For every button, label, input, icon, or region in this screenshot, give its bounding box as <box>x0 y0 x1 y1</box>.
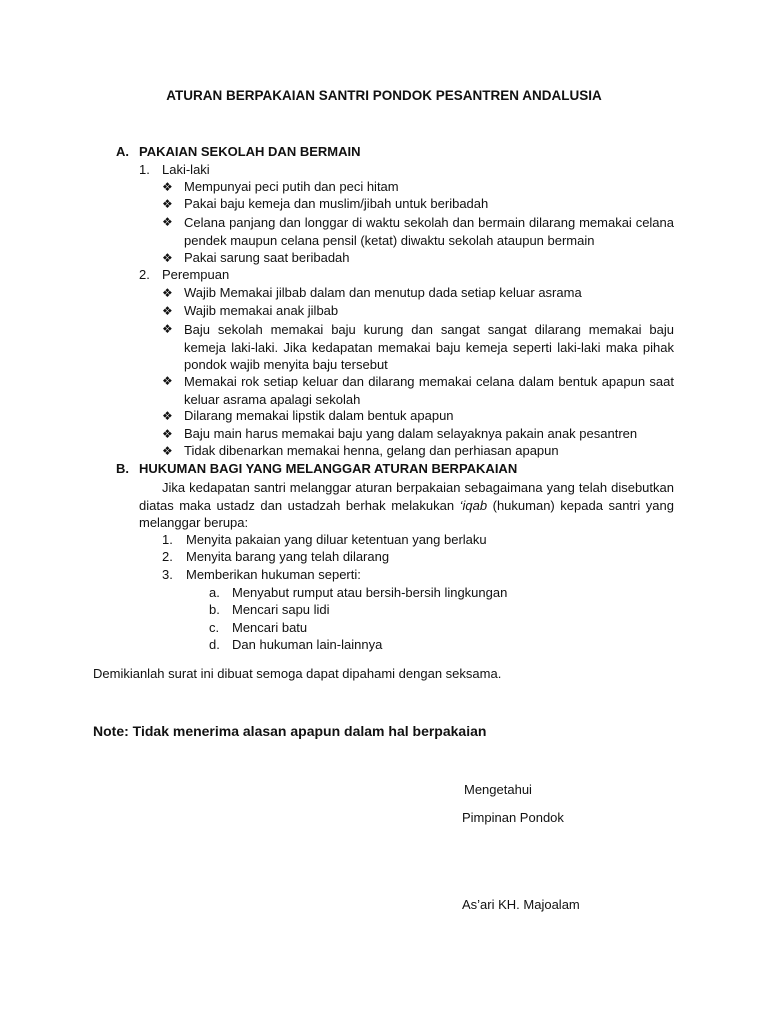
sub-penalty-item: Mencari batu <box>232 620 308 635</box>
bullet-icon: ❖ <box>162 304 173 318</box>
penalty-marker: 1. <box>162 532 173 547</box>
list-item: Pakai sarung saat beribadah <box>184 250 350 265</box>
list-item: Wajib Memakai jilbab dalam dan menutup dada setiap keluar asrama <box>184 285 582 300</box>
bullet-icon: ❖ <box>162 286 173 300</box>
closing-statement: Demikianlah surat ini dibuat semoga dapat dipahami dengan seksama. <box>93 666 502 681</box>
bullet-icon: ❖ <box>162 251 173 265</box>
list-item: Mempunyai peci putih dan peci hitam <box>184 179 399 194</box>
sub-penalty-marker: c. <box>209 620 220 635</box>
bullet-icon: ❖ <box>162 322 173 336</box>
group-1-marker: 1. <box>139 162 150 177</box>
sub-penalty-marker: b. <box>209 602 220 617</box>
bullet-icon: ❖ <box>162 374 173 388</box>
signature-title: Pimpinan Pondok <box>462 810 564 825</box>
sub-penalty-item: Dan hukuman lain-lainnya <box>232 637 383 652</box>
document-title: ATURAN BERPAKAIAN SANTRI PONDOK PESANTREN ANDALUSIA <box>166 88 602 103</box>
list-item: Dilarang memakai lipstik dalam bentuk apapun <box>184 408 454 423</box>
sub-penalty-marker: d. <box>209 637 220 652</box>
sub-penalty-item: Menyabut rumput atau bersih-bersih lingkungan <box>232 585 508 600</box>
group-1-label: Laki-laki <box>162 162 210 177</box>
intro-text: Jika kedapatan santri melanggar aturan berpakaian sebagaimana yang telah disebutkan diatas maka ustadz dan ustadzah berhak melakukan <box>139 480 674 513</box>
penalty-item: Menyita pakaian yang diluar ketentuan yang berlaku <box>186 532 487 547</box>
section-a-marker: A. <box>116 144 129 159</box>
bullet-icon: ❖ <box>162 444 173 458</box>
signature-acknowledged: Mengetahui <box>464 782 532 797</box>
signatory-name: As’ari KH. Majoalam <box>462 897 580 912</box>
bullet-icon: ❖ <box>162 180 173 194</box>
bullet-icon: ❖ <box>162 215 173 229</box>
section-b-heading: HUKUMAN BAGI YANG MELANGGAR ATURAN BERPAKAIAN <box>139 461 518 476</box>
bullet-icon: ❖ <box>162 197 173 211</box>
penalty-marker: 3. <box>162 567 173 582</box>
penalty-item: Memberikan hukuman seperti: <box>186 567 361 582</box>
group-2-marker: 2. <box>139 267 150 282</box>
list-item: Pakai baju kemeja dan muslim/jibah untuk beribadah <box>184 196 489 211</box>
penalty-marker: 2. <box>162 549 173 564</box>
list-item: Celana panjang dan longgar di waktu sekolah dan bermain dilarang memakai celana pendek maupun celana pensil (ketat) diwaktu sekolah ataupun bermain <box>184 215 674 248</box>
group-2-label: Perempuan <box>162 267 230 282</box>
section-b-marker: B. <box>116 461 129 476</box>
list-item: Wajib memakai anak jilbab <box>184 303 339 318</box>
note-text: Note: Tidak menerima alasan apapun dalam hal berpakaian <box>93 723 487 739</box>
penalty-item: Menyita barang yang telah dilarang <box>186 549 390 564</box>
intro-text-end: (hukuman) kepada santri yang melanggar berupa: <box>139 497 674 530</box>
section-a-heading: PAKAIAN SEKOLAH DAN BERMAIN <box>139 144 361 159</box>
list-item: Memakai rok setiap keluar dan dilarang memakai celana dalam bentuk apapun saat keluar asrama apalagi sekolah <box>184 374 674 407</box>
intro-italic-term: ‘iqab <box>459 497 488 513</box>
list-item: Baju sekolah memakai baju kurung dan sangat sangat dilarang memakai baju kemeja laki-laki. Jika kedapatan memakai baju kemeja seperti laki-laki maka pihak pondok wajib menyita baju tersebut <box>184 322 674 372</box>
sub-penalty-marker: a. <box>209 585 220 600</box>
list-item: Tidak dibenarkan memakai henna, gelang dan perhiasan apapun <box>184 443 559 458</box>
bullet-icon: ❖ <box>162 427 173 441</box>
bullet-icon: ❖ <box>162 409 173 423</box>
list-item: Baju main harus memakai baju yang dalam selayaknya pakain anak pesantren <box>184 426 638 441</box>
section-b-intro <box>139 479 674 532</box>
sub-penalty-item: Mencari sapu lidi <box>232 602 330 617</box>
